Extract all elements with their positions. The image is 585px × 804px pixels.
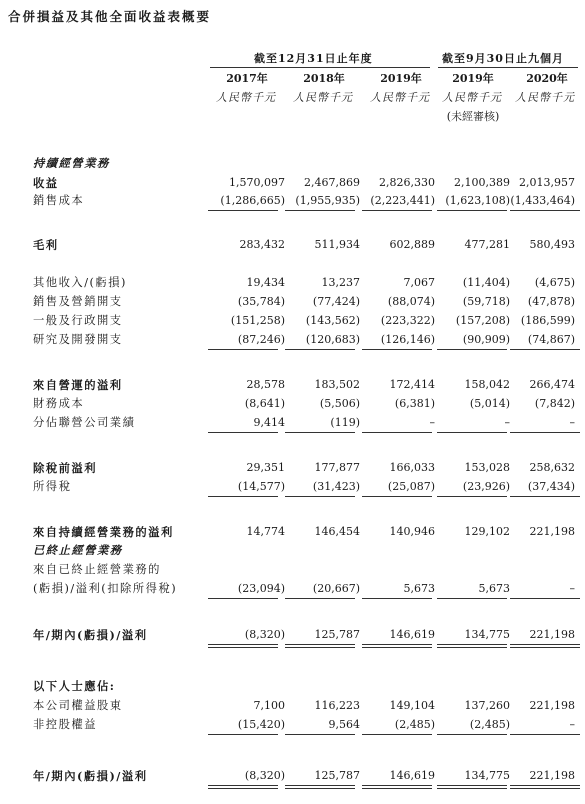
cell-owners-1: 116,223	[314, 699, 360, 712]
rule-after-associates-2	[362, 432, 432, 433]
rule-after-rnd-2	[362, 349, 432, 350]
cell-rnd_exp-2: (126,146)	[380, 333, 435, 346]
cell-pbt-4: 258,632	[529, 461, 575, 474]
unit-header-1: 人民幣千元	[293, 91, 353, 104]
rule-after-associates-0	[208, 432, 278, 433]
cell-admin_exp-4: (186,599)	[520, 314, 575, 327]
rule-after-rnd-4	[510, 349, 580, 350]
cell-selling_exp-2: (88,074)	[387, 295, 435, 308]
cell-disc_line2-1: (20,667)	[312, 582, 360, 595]
cell-revenue-3: 2,100,389	[454, 176, 510, 189]
rule-double-period-b-2	[362, 647, 432, 648]
row-label-owners: 本公司權益股東	[33, 699, 123, 712]
row-label-income_tax: 所得稅	[33, 480, 72, 493]
cell-period_profit_total-3: 134,775	[464, 769, 510, 782]
cell-rnd_exp-3: (90,909)	[462, 333, 510, 346]
rule-after-tax-2	[362, 496, 432, 497]
row-label-cont_profit: 來自持續經營業務的溢利	[33, 525, 174, 539]
rule-double-total-b-0	[208, 788, 278, 789]
cell-cont_profit-4: 221,198	[529, 525, 575, 538]
rule-double-total-a-0	[208, 785, 278, 786]
unit-header-2: 人民幣千元	[370, 91, 430, 104]
year-header-1: 2018年	[303, 72, 345, 85]
cell-selling_exp-3: (59,718)	[462, 295, 510, 308]
cell-associates-2: –	[429, 416, 435, 429]
cell-finance_cost-0: (8,641)	[244, 397, 285, 410]
cell-other_income-4: (4,675)	[534, 276, 575, 289]
row-label-other_income: 其他收入/(虧損)	[33, 276, 127, 289]
rule-after-cost-of-sales-4	[510, 210, 580, 211]
row-label-period_profit: 年/期內(虧損)/溢利	[33, 628, 148, 642]
cell-associates-3: –	[504, 416, 510, 429]
cell-other_income-2: 7,067	[403, 276, 435, 289]
rule-after-cost-of-sales-1	[285, 210, 355, 211]
row-label-gross_profit: 毛利	[33, 238, 59, 252]
rule-after-tax-4	[510, 496, 580, 497]
cell-period_profit-0: (8,320)	[244, 628, 285, 641]
rule-after-associates-4	[510, 432, 580, 433]
cell-other_income-1: 13,237	[321, 276, 360, 289]
rule-double-total-b-2	[362, 788, 432, 789]
cell-cont_profit-0: 14,774	[246, 525, 285, 538]
cell-rnd_exp-0: (87,246)	[237, 333, 285, 346]
cell-period_profit_total-4: 221,198	[529, 769, 575, 782]
cell-gross_profit-3: 477,281	[464, 238, 510, 251]
cell-other_income-3: (11,404)	[462, 276, 510, 289]
rule-after-disc-3	[437, 598, 507, 599]
rule-after-nci-4	[510, 734, 580, 735]
cell-gross_profit-4: 580,493	[529, 238, 575, 251]
cell-period_profit_total-0: (8,320)	[244, 769, 285, 782]
row-label-rnd_exp: 研究及開發開支	[33, 333, 123, 346]
row-label-cont_ops_heading: 持續經營業務	[33, 156, 110, 170]
cell-revenue-4: 2,013,957	[519, 176, 575, 189]
row-label-op_profit: 來自營運的溢利	[33, 378, 123, 392]
rule-after-associates-1	[285, 432, 355, 433]
cell-cont_profit-2: 140,946	[389, 525, 435, 538]
cell-selling_exp-0: (35,784)	[237, 295, 285, 308]
page-title: 合併損益及其他全面收益表概要	[8, 9, 212, 24]
cell-gross_profit-0: 283,432	[239, 238, 285, 251]
cell-cost_of_sales-0: (1,286,665)	[220, 194, 285, 207]
header-rule-nine-months	[438, 67, 578, 68]
rule-double-total-a-1	[285, 785, 355, 786]
header-group-nine-months: 截至9月30日止九個月	[442, 52, 564, 65]
row-label-cost_of_sales: 銷售成本	[33, 194, 85, 207]
cell-nci-4: –	[569, 718, 575, 731]
rule-double-period-a-3	[437, 644, 507, 645]
rule-after-rnd-1	[285, 349, 355, 350]
year-header-0: 2017年	[226, 72, 268, 85]
rule-double-total-a-4	[510, 785, 580, 786]
cell-period_profit_total-1: 125,787	[314, 769, 360, 782]
cell-disc_line2-0: (23,094)	[237, 582, 285, 595]
cell-finance_cost-4: (7,842)	[534, 397, 575, 410]
cell-op_profit-2: 172,414	[389, 378, 435, 391]
rule-after-tax-3	[437, 496, 507, 497]
row-label-disc_heading: 已終止經營業務	[33, 543, 123, 557]
year-header-4: 2020年	[526, 72, 568, 85]
row-label-associates: 分佔聯營公司業績	[33, 416, 136, 429]
cell-associates-4: –	[569, 416, 575, 429]
cell-rnd_exp-1: (120,683)	[305, 333, 360, 346]
cell-cont_profit-3: 129,102	[464, 525, 510, 538]
cell-rnd_exp-4: (74,867)	[527, 333, 575, 346]
row-label-nci: 非控股權益	[33, 718, 97, 731]
rule-double-period-a-0	[208, 644, 278, 645]
cell-other_income-0: 19,434	[246, 276, 285, 289]
row-label-admin_exp: 一般及行政開支	[33, 314, 123, 327]
cell-revenue-2: 2,826,330	[379, 176, 435, 189]
rule-after-disc-0	[208, 598, 278, 599]
header-group-year: 截至12月31日止年度	[254, 52, 373, 65]
cell-associates-1: (119)	[330, 416, 360, 429]
rule-double-total-a-2	[362, 785, 432, 786]
cell-selling_exp-1: (77,424)	[312, 295, 360, 308]
rule-after-disc-4	[510, 598, 580, 599]
cell-cost_of_sales-3: (1,623,108)	[445, 194, 510, 207]
cell-gross_profit-2: 602,889	[389, 238, 435, 251]
row-label-finance_cost: 財務成本	[33, 397, 85, 410]
unit-header-4: 人民幣千元	[515, 91, 575, 104]
cell-income_tax-4: (37,434)	[527, 480, 575, 493]
cell-revenue-1: 2,467,869	[304, 176, 360, 189]
cell-nci-3: (2,485)	[469, 718, 510, 731]
rule-after-rnd-0	[208, 349, 278, 350]
cell-op_profit-0: 28,578	[246, 378, 285, 391]
cell-period_profit-2: 146,619	[389, 628, 435, 641]
unit-header-3: 人民幣千元	[442, 91, 502, 104]
header-rule-year	[210, 67, 430, 68]
rule-after-nci-3	[437, 734, 507, 735]
cell-nci-0: (15,420)	[237, 718, 285, 731]
rule-double-period-b-0	[208, 647, 278, 648]
cell-pbt-3: 153,028	[464, 461, 510, 474]
cell-period_profit_total-2: 146,619	[389, 769, 435, 782]
rule-after-nci-2	[362, 734, 432, 735]
row-label-revenue: 收益	[33, 176, 59, 190]
row-label-disc_line2: (虧損)/溢利(扣除所得稅)	[33, 582, 178, 595]
cell-finance_cost-1: (5,506)	[319, 397, 360, 410]
cell-owners-2: 149,104	[389, 699, 435, 712]
cell-owners-4: 221,198	[529, 699, 575, 712]
cell-cost_of_sales-4: (1,433,464)	[510, 194, 575, 207]
cell-period_profit-3: 134,775	[464, 628, 510, 641]
cell-owners-3: 137,260	[464, 699, 510, 712]
rule-after-nci-1	[285, 734, 355, 735]
row-label-attrib_heading: 以下人士應佔:	[33, 679, 116, 693]
unit-header-0: 人民幣千元	[216, 91, 276, 104]
rule-double-period-b-3	[437, 647, 507, 648]
rule-after-tax-1	[285, 496, 355, 497]
cell-owners-0: 7,100	[253, 699, 285, 712]
rule-double-period-a-2	[362, 644, 432, 645]
cell-admin_exp-3: (157,208)	[455, 314, 510, 327]
rule-double-total-b-4	[510, 788, 580, 789]
rule-double-total-b-1	[285, 788, 355, 789]
rule-after-nci-0	[208, 734, 278, 735]
row-label-disc_line1: 來自已終止經營業務的	[33, 563, 161, 576]
rule-after-disc-2	[362, 598, 432, 599]
rule-after-cost-of-sales-0	[208, 210, 278, 211]
row-label-period_profit_total: 年/期內(虧損)/溢利	[33, 769, 148, 783]
unaudited-note: (未經審核)	[446, 110, 500, 123]
cell-op_profit-1: 183,502	[314, 378, 360, 391]
cell-admin_exp-0: (151,258)	[230, 314, 285, 327]
cell-nci-2: (2,485)	[394, 718, 435, 731]
cell-revenue-0: 1,570,097	[229, 176, 285, 189]
cell-admin_exp-1: (143,562)	[305, 314, 360, 327]
rule-double-total-b-3	[437, 788, 507, 789]
cell-income_tax-1: (31,423)	[312, 480, 360, 493]
cell-disc_line2-3: 5,673	[478, 582, 510, 595]
cell-finance_cost-3: (5,014)	[469, 397, 510, 410]
cell-income_tax-3: (23,926)	[462, 480, 510, 493]
cell-cost_of_sales-1: (1,955,935)	[295, 194, 360, 207]
cell-period_profit-4: 221,198	[529, 628, 575, 641]
cell-income_tax-2: (25,087)	[387, 480, 435, 493]
rule-after-disc-1	[285, 598, 355, 599]
row-label-pbt: 除稅前溢利	[33, 461, 97, 475]
cell-op_profit-3: 158,042	[464, 378, 510, 391]
rule-after-tax-0	[208, 496, 278, 497]
cell-disc_line2-2: 5,673	[403, 582, 435, 595]
cell-pbt-2: 166,033	[389, 461, 435, 474]
cell-period_profit-1: 125,787	[314, 628, 360, 641]
rule-after-associates-3	[437, 432, 507, 433]
cell-cost_of_sales-2: (2,223,441)	[370, 194, 435, 207]
cell-gross_profit-1: 511,934	[314, 238, 360, 251]
rule-double-period-a-4	[510, 644, 580, 645]
row-label-selling_exp: 銷售及營銷開支	[33, 295, 123, 308]
rule-after-cost-of-sales-3	[437, 210, 507, 211]
rule-double-period-b-4	[510, 647, 580, 648]
cell-selling_exp-4: (47,878)	[527, 295, 575, 308]
cell-finance_cost-2: (6,381)	[394, 397, 435, 410]
rule-after-cost-of-sales-2	[362, 210, 432, 211]
cell-admin_exp-2: (223,322)	[380, 314, 435, 327]
cell-pbt-1: 177,877	[314, 461, 360, 474]
year-header-3: 2019年	[452, 72, 494, 85]
cell-disc_line2-4: –	[569, 582, 575, 595]
cell-associates-0: 9,414	[253, 416, 285, 429]
cell-op_profit-4: 266,474	[529, 378, 575, 391]
cell-cont_profit-1: 146,454	[314, 525, 360, 538]
rule-double-total-a-3	[437, 785, 507, 786]
cell-income_tax-0: (14,577)	[237, 480, 285, 493]
rule-after-rnd-3	[437, 349, 507, 350]
year-header-2: 2019年	[380, 72, 422, 85]
rule-double-period-a-1	[285, 644, 355, 645]
cell-pbt-0: 29,351	[246, 461, 285, 474]
rule-double-period-b-1	[285, 647, 355, 648]
cell-nci-1: 9,564	[328, 718, 360, 731]
